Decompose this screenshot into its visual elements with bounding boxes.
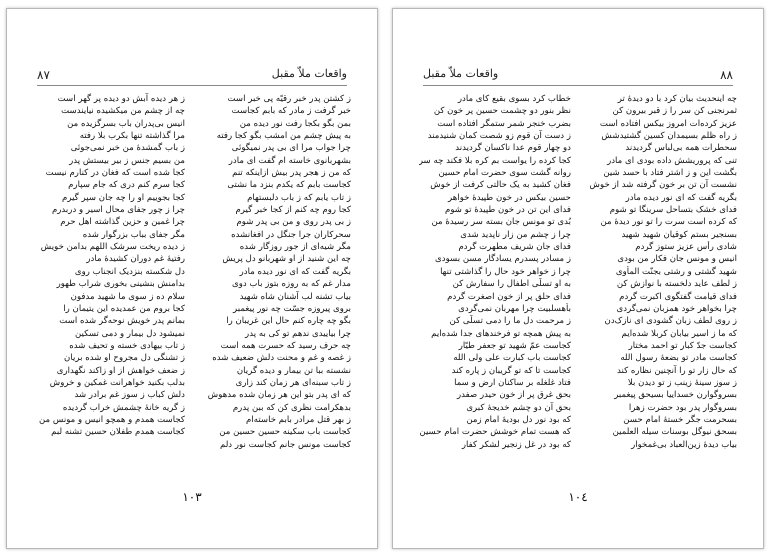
poem-line: چه حرف رسید که حسرت همه است xyxy=(220,340,351,351)
poem-line: ز دیده ریخت سرشک اللهم بدامن خویش xyxy=(40,242,185,253)
poem-line: چرا بیاییدی ندهم تو کی به پدر xyxy=(245,328,351,339)
poem-line: ز غصه و غم و محنت دلش ضعیف شده xyxy=(212,353,351,364)
header-title: واقعات ملاّ مقبل xyxy=(271,67,347,80)
poem-line: مگر جفای بباب بزرگوار شده xyxy=(82,229,185,240)
page-header xyxy=(37,67,347,86)
poem-line: شادی رأس عزیز ستوز گردم xyxy=(635,242,737,253)
poem-line: کجا شده است که فغان در کنارم نیست xyxy=(45,168,185,179)
poem-line: روانه گشت سوی حضرت امام حسین xyxy=(438,168,571,179)
poem-line: کجاست باب سکینه حسین حسین من xyxy=(219,427,351,438)
poem-line: بسروگوارن خسداییا بسیحق پیغمبر xyxy=(614,390,737,401)
poem-line: کجاست تا که تو گریبان ز پاره کند xyxy=(451,365,571,376)
poem-line: تنی که پروریشش داده بودی ای مادر xyxy=(607,155,737,166)
poem-line: به پیش همچه تو فرخندهای جدا شده‌ایم xyxy=(431,328,571,339)
poem-line: ز راه ظلم بسیمدان کسین گشتیدشش xyxy=(601,131,737,142)
poem-column-left xyxy=(419,93,571,473)
poem-line: به پیش چشم من امشب بگو کجا رفته xyxy=(216,131,351,142)
poem-line: شهید گشتی و رشتی بجنّت المأوی xyxy=(615,266,737,277)
poem-line: ثمرنجنی کن سر را ز قبر بیرون کن xyxy=(612,106,737,117)
poem-line: کجاست جدّ کبار تو احمد مختار xyxy=(628,340,737,351)
poem-line: مرا گذاشته تنها بکرب بلا رفته xyxy=(79,131,185,142)
footer-page-number: ١٠٣ xyxy=(182,490,202,504)
poem-line: بمن بگو بکجا رفت نور دیده من xyxy=(239,118,351,129)
header-page-number: ٨٨ xyxy=(720,68,733,82)
poem-line: که ما ز اسیر بیابان کربلا شده‌ایم xyxy=(621,328,737,339)
poem-line: کجا بجوییم او را چه جان سپر گیرم xyxy=(62,192,185,203)
poem-line: به او تسلّی اطفال را سفارش کن xyxy=(452,279,571,290)
poem-line: بشهربانوی خاسته ام گفت ای مادر xyxy=(228,155,351,166)
poem-line: خبر گرفت ز مادر که بابم کجاست xyxy=(231,106,351,117)
poem-line: من بسیم جنس ز بیر بیستش پدر xyxy=(69,155,185,166)
poem-line: بگو چه چاره کنم حال این غریبان را xyxy=(226,316,351,327)
header-page-number: ٨٧ xyxy=(37,68,50,82)
poem-line: فدای حلق پر از خون اصغرت گردم xyxy=(447,291,571,302)
poem-line: ز کشتن پدر خبر رقیّه پی خبر است xyxy=(227,94,351,104)
poem-line: ز ضعف خواهش از او زاکند نگهداری xyxy=(56,365,185,376)
poem-line: ز بی پدر روی و من بی پدر شوم xyxy=(236,217,351,228)
poem-line: بگشت این و ز اشتر فتاد با حسد شین xyxy=(603,168,737,179)
poem-line: ز تشنگی دل مجروح او شده بریان xyxy=(64,353,185,364)
poem-line: بدامنش بنشینی بخوری شراب طهور xyxy=(56,279,185,290)
poem-line: سلام ده ز سوی ما شهید مدفون xyxy=(70,291,185,302)
poem-line: انیس و مونس جان فکار من بودی xyxy=(617,254,737,265)
poem-line: نمیشود دل بیمار و دمی تسکین xyxy=(74,328,185,339)
poem-line: بروی پیروزه جسّت چه نور پیغمبر xyxy=(233,303,351,314)
poem-line: ز دست آن قوم زو شصت کمان شنیدمند xyxy=(427,131,571,142)
poem-line: ز بهر قتل مرادر بابم خاسته‌ام xyxy=(246,414,351,425)
poem-line: ز روی لطف زبان گشودی ای نازک‌دن xyxy=(604,316,737,327)
poem-line: چرا ز چور جفای محال اسیر و دربدرم xyxy=(51,205,185,216)
header-title: واقعات ملاّ مقبل xyxy=(423,67,499,80)
poem-line: چرا غمین و حزین گذاشته اهل حرم xyxy=(60,217,185,228)
poem-line: کجا بروم من عمدیده این یتیمان را xyxy=(63,303,185,314)
poem-line: بأهسلبیت چرا مهربان نمی‌گردی xyxy=(458,303,571,314)
poem-line: دو چهار قوم عدا ناکسان گردیدند xyxy=(455,143,571,154)
poem-line: که کرده است سرت را تو نور دیدهٔ من xyxy=(600,217,737,228)
poem-line: فدای خشک بتساحل سرینگا تو شوم xyxy=(609,205,737,216)
poem-line: بسحق نیوگل بوسنات سیله العلمین xyxy=(612,427,737,438)
poem-line: بدلب بکنید خواهرانت غمکین و خروش xyxy=(49,377,185,388)
poem-line: چه این شنید از او شهربانو دل پریش xyxy=(222,254,351,265)
poem-line: چرا بخواهر خود همزبان نمی‌گردی xyxy=(616,303,737,314)
poem-line: بحق آن دو چشم خدیجهٔ کبری xyxy=(466,402,571,413)
poem-line: که حال زار تو را آنچنین نظاره کند xyxy=(616,365,737,376)
poem-line: نشسته ببا تن بیمار و دیده گریان xyxy=(236,365,351,376)
poem-line: انیس بی‌پدران باب بسرگزیده من xyxy=(67,118,185,129)
poem-line: بیاب تشنه لب آشنان شاه شهید xyxy=(239,291,351,302)
poem-line: ز مسادر پسدرم یسادگار مسن بسودی xyxy=(435,254,571,265)
poem-line: بحق غرق پر از خون حیدر صفدر xyxy=(456,390,571,401)
poem-line: چه اینحدیث بیان کرد با دو دیدهٔ تر xyxy=(617,94,737,104)
poem-line: فدای جان شریف مطهرت گردم xyxy=(458,242,571,253)
poem-column-right xyxy=(585,93,737,473)
poem-line: بگریه گفت که ای نور دیده مادر xyxy=(625,192,737,203)
poem-line: رفتیهٔ غم دوران کشیدهٔ مادر xyxy=(86,254,185,265)
poem-line: بسحرمت جگر خستهٔ امام حسن xyxy=(623,414,737,425)
poem-line: کجاست همدم و همچو انیس و مونس من xyxy=(38,414,185,425)
poem-line: فغان کشید به یک حالتی کرفت از خوش xyxy=(430,180,571,191)
poem-line: چرا جواب مرا ای بی پدر نمیگوئی xyxy=(231,143,351,154)
poem-line: که هست تمام خوشش حضرت امام حسین xyxy=(419,427,571,438)
poem-line: مگر شیه‌ای از جور روزگار شده xyxy=(239,242,351,253)
poem-line: عزیز کرده‌ات امروز بیکس افتاده است xyxy=(599,118,737,129)
poem-line: دلش کباب ز سوز غم برادر شد xyxy=(74,390,185,401)
poem-line: ز گریه خانهٔ چشمش خراب گردیده xyxy=(62,402,185,413)
poem-line: ز تاب بیهادی خسته و تحیف شده xyxy=(69,340,185,351)
poem-column-left xyxy=(33,93,185,473)
poem-line: کجاست همدم طفلان حسین تشنه لبم xyxy=(51,427,185,438)
poem-line: کجاست مونس جانم کجاست نور دلم xyxy=(219,439,351,450)
poem-line: که من ز هجر پدر بیش ازاینکه تنم xyxy=(232,168,351,179)
poem-line: فدای این تن در خون طپیدهٔ تو شوم xyxy=(445,205,571,216)
poem-line: که ای پدر بتو این هر زمان شده مدهوش xyxy=(207,390,351,401)
poem-line: ز تاب یابم که ز باب دلبستهام xyxy=(247,192,351,203)
poem-line: بضرب خنجر شمر ستمگر افتاده است xyxy=(437,118,571,129)
footer-page-number: ١٠٤ xyxy=(568,490,588,504)
poem-columns xyxy=(419,93,737,473)
poem-line: کجاست عمّ شهید تو جعفر طیّار xyxy=(458,340,571,351)
poem-line: کجا کرده را یواست بم کره بلا فکند چه سر xyxy=(419,155,571,166)
poem-line: که بود نور دل بودیهٔ امام زمن xyxy=(466,414,571,425)
poem-line: مدار غم که به روزه بتوز باب دوی xyxy=(231,279,351,290)
left-page xyxy=(6,8,378,549)
poem-line: چرا ز خواهر خود حال را گذاشتی تنها xyxy=(440,266,571,277)
poem-line: چه از چشم من میکشیده نیایندست xyxy=(61,106,185,117)
poem-column-right xyxy=(199,93,351,473)
poem-line: بیاب دیدهٔ زین‌العباد بی‌غمخوار xyxy=(631,439,737,450)
poem-line: فتاد غلغله بر ساکنان ارض و سما xyxy=(454,377,571,388)
poem-line: بسنجیر بستم کوقیان شهید شهید xyxy=(621,229,737,240)
poem-line: بمانم پدر خویش نوحه‌گر شده است xyxy=(59,316,185,327)
poem-line: نشست آن تن بر خون گرفته شد از خوش xyxy=(589,180,737,191)
poem-line: چرا ز چشم من زار ناپدید شدی xyxy=(460,229,571,240)
poem-line: ز باب گمشدهٔ من خبر نمی‌جوئی xyxy=(70,143,185,154)
poem-line: ز لطف عاید دلخسته با نوازش کن xyxy=(616,279,737,290)
poem-line: که بود در غل زنجیر لشکر کفار xyxy=(461,439,571,450)
poem-line: سحرکاران جرا جنگل در افغانشده xyxy=(231,229,351,240)
poem-line: دل شکسته بنزدیک انجناب روی xyxy=(74,266,185,277)
poem-line: کجاست بابم که یکدم بنزد ما نشتی xyxy=(227,180,351,191)
poem-line: فدای قیامت گفتگوی اکبرت گردم xyxy=(619,291,737,302)
poem-line: ز هر دیده آبش دو دیده پر گهر است xyxy=(57,94,185,104)
poem-line: کجاست مادر تو بضعهٔ رسول الله xyxy=(620,353,737,364)
poem-line: ز سوز سینهٔ زینب ز تو دیدن بلا xyxy=(627,377,737,388)
poem-line: ز مرحمت دل ما را دمی تسلّی کن xyxy=(449,316,571,327)
poem-columns xyxy=(33,93,351,473)
poem-line: نظر بنور دو چشمت حسین پر خون کن xyxy=(433,106,571,117)
poem-line: کجاست باب کبارت علی ولی الله xyxy=(453,353,571,364)
poem-line: بُدی تو مونس جان بسته سر رسیدهٔ من xyxy=(431,217,571,228)
poem-line: کجا سرم کنم دری که جام سپارم xyxy=(68,180,185,191)
poem-line: بدهکرامت نظری کن که ببن پدرم xyxy=(232,402,351,413)
poem-line: سحطرات همه بی‌لباس گردیدند xyxy=(625,143,737,154)
poem-line: بسروگوار پدر بود حضرت زهرا xyxy=(628,402,737,413)
poem-line: حسین بیکس در خون طپیدهٔ خواهر xyxy=(448,192,571,203)
poem-line: ز تاب سبنه‌ای هر زمان کند زاری xyxy=(235,377,351,388)
poem-line: بگریه گفت که ای نور دیده مادر xyxy=(239,266,351,277)
poem-line: کجا روم چه کنم از کجا خبر گیرم xyxy=(235,205,351,216)
poem-line: خطاب کرد بسوی بقیع کای مادر xyxy=(457,94,571,104)
right-page xyxy=(392,8,764,549)
page-header xyxy=(423,67,733,86)
